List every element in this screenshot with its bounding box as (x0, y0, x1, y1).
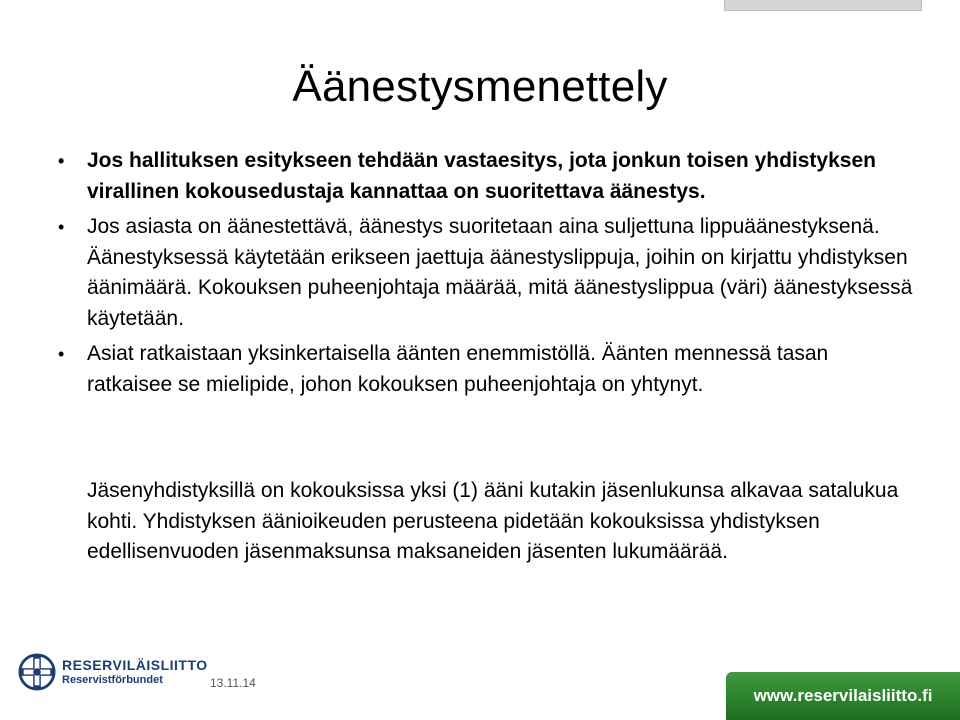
organization-logo (18, 653, 208, 691)
logo-subtitle: Reservistförbundet (62, 674, 163, 686)
logo-name: RESERVILÄISLIITTO (62, 657, 208, 673)
slide-title: Äänestysmenettely (292, 62, 668, 111)
bullet-list (58, 146, 918, 405)
body-paragraph: Jäsenyhdistyksillä on kokouksissa yksi (1) ääni kutakin jäsenlukunsa alkavaa satalukua kohti. Yhdistyksen äänioikeuden perusteena pidetään kokouksissa yhdistyksen edellisenvuoden jäsenmaksunsa maksaneiden jäsenten lukumäärää. (87, 479, 899, 563)
bullet-item: • Jos asiasta on äänestettävä, äänestys suoritetaan aina suljettuna lippuäänestyksenä. Äänestyksessä käytetään erikseen jaettuja äänestyslippuja, joihin on kirjattu yhdistyksen äänimäärä. Kokouksen puheenjohtaja määrää, mitä äänestyslippua (väri) äänestyksessä käytetään. (58, 212, 918, 334)
top-tab-decoration (724, 0, 922, 11)
cross-emblem-icon (18, 653, 56, 691)
slide-date: 13.11.14 (210, 676, 256, 690)
footer-url-bar (726, 672, 960, 720)
bullet-item: • Asiat ratkaistaan yksinkertaisella äänten enemmistöllä. Äänten mennessä tasan ratkaisee se mielipide, johon kokouksen puheenjohtaja on yhtynyt. (58, 339, 918, 400)
bullet-item: • Jos hallituksen esitykseen tehdään vastaesitys, jota jonkun toisen yhdistyksen virallinen kokousedustaja kannattaa on suoritettava äänestys. (58, 146, 918, 207)
website-url[interactable]: www.reservilaisliitto.fi (753, 686, 933, 705)
